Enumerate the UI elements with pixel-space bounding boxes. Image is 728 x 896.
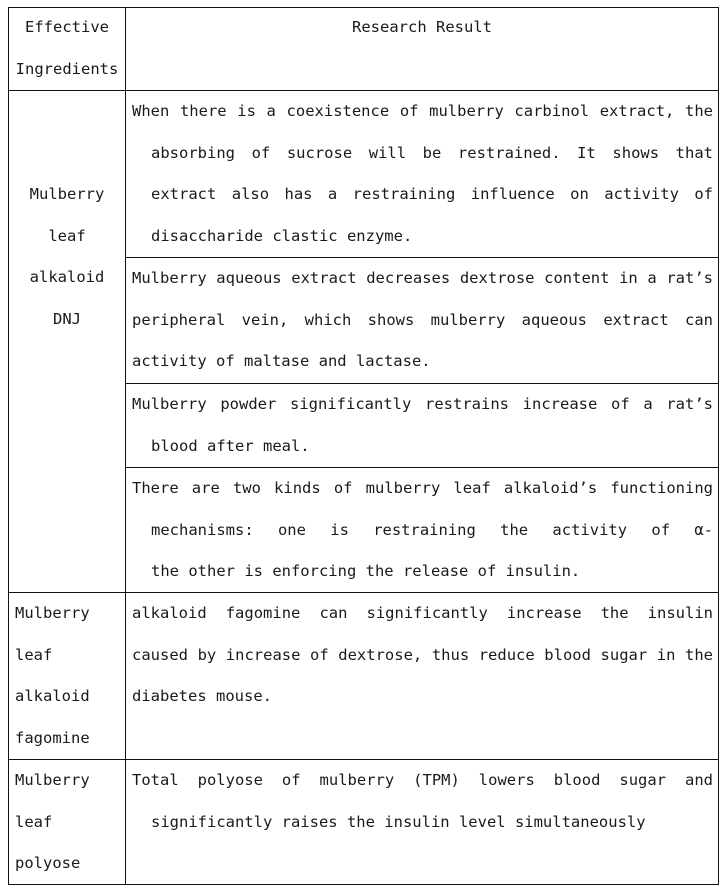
header-ingredients	[9, 7, 125, 90]
header-text: Ingredients	[15, 59, 119, 78]
result-cell	[132, 91, 713, 257]
result-line: There are two kinds of mulberry leaf alkaloid’s functioning	[132, 479, 713, 497]
ingredient-line: Mulberry	[15, 604, 90, 622]
result-line: extract also has a restraining influence on activity of	[151, 185, 713, 204]
result-line: Mulberry powder significantly restrains increase of a rat’s	[132, 395, 713, 413]
ingredient-cell	[15, 760, 123, 885]
research-table	[8, 7, 719, 885]
result-line: Total polyose of mulberry (TPM) lowers blood sugar and	[132, 771, 713, 789]
result-line: alkaloid fagomine can significantly increase the insulin	[132, 604, 713, 622]
result-line: peripheral vein, which shows mulberry aqueous extract can	[132, 310, 713, 329]
ingredient-line: fagomine	[15, 728, 90, 747]
ingredient-line: Mulberry	[29, 185, 105, 203]
result-cell	[132, 760, 713, 843]
ingredient-line: alkaloid	[29, 268, 105, 287]
result-line: absorbing of sucrose will be restrained. It shows that	[151, 143, 713, 162]
result-line: disaccharide clastic enzyme.	[151, 226, 413, 245]
ingredient-cell	[9, 174, 125, 340]
result-cell	[132, 593, 713, 718]
result-cell	[132, 258, 713, 383]
ingredient-line: leaf	[15, 645, 53, 664]
result-cell	[132, 384, 713, 467]
result-line: diabetes mouse.	[132, 687, 272, 706]
result-line: blood after meal.	[151, 436, 310, 455]
header-text: Research Result	[352, 18, 492, 36]
ingredient-line: polyose	[15, 854, 81, 873]
ingredient-line: leaf	[15, 812, 53, 831]
result-cell	[132, 468, 713, 593]
result-line: activity of maltase and lactase.	[132, 352, 431, 371]
ingredient-cell	[15, 593, 123, 759]
result-line: significantly raises the insulin level simultaneously	[151, 812, 646, 831]
header-text: Effective	[25, 18, 109, 36]
result-line: When there is a coexistence of mulberry carbinol extract, the	[132, 102, 713, 120]
result-line: caused by increase of dextrose, thus reduce blood sugar in the	[132, 645, 713, 664]
ingredient-line: DNJ	[53, 309, 81, 328]
ingredient-line: Mulberry	[15, 771, 90, 789]
result-line: the other is enforcing the release of insulin.	[151, 562, 581, 581]
header-research-result	[126, 7, 718, 49]
ingredient-line: alkaloid	[15, 687, 90, 706]
table-border-right	[718, 7, 719, 885]
result-line: mechanisms: one is restraining the activity of α-	[151, 520, 713, 539]
ingredient-line: leaf	[48, 226, 86, 245]
column-divider	[125, 7, 126, 885]
result-line: Mulberry aqueous extract decreases dextrose content in a rat’s	[132, 269, 713, 287]
table-border-left	[8, 7, 9, 885]
